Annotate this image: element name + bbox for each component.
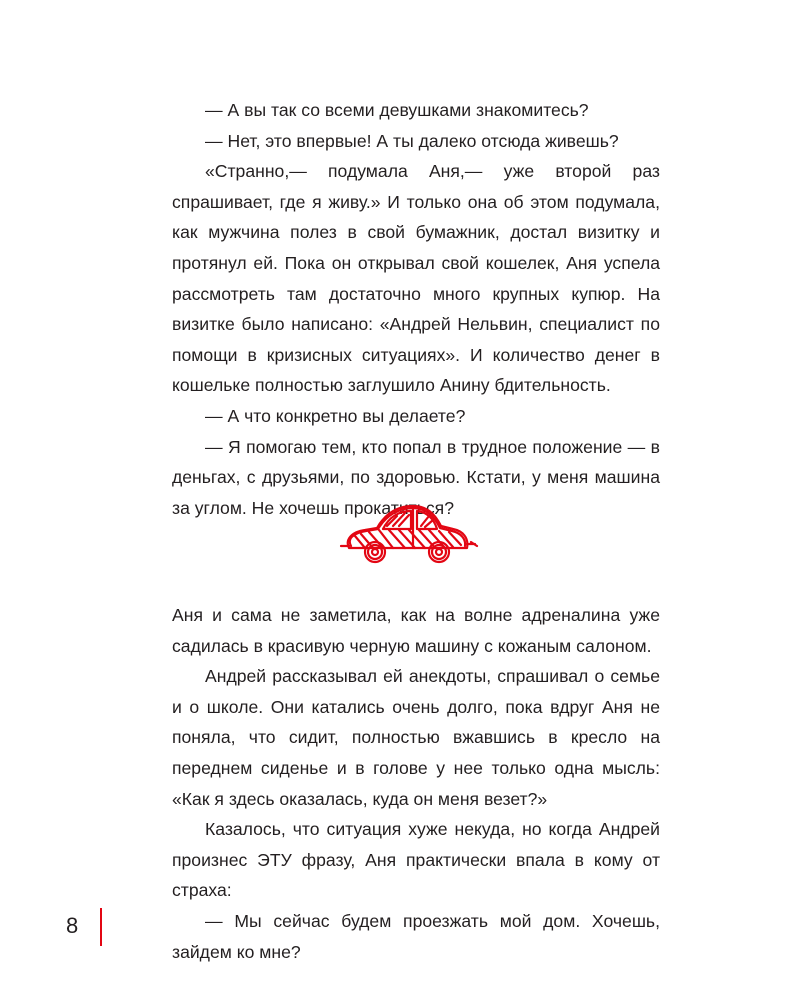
page-number-divider [100,908,102,946]
paragraph: Аня и сама не заметила, как на волне адреналина уже садилась в красивую черную машину с кожаным салоном. [172,605,660,656]
text-block-top [172,95,660,523]
page-number: 8 [66,913,79,938]
text-block-bottom [172,600,660,967]
paragraph: Андрей рассказывал ей анекдоты, спрашивал о семье и о школе. Они катались очень долго, пока вдруг Аня не поняла, что сидит, полностью вжавшись в кресло на переднем сиденье и в голове у нее только одна мысль: «Как я здесь оказалась, куда он меня везет?» [172,666,660,809]
paragraph: Казалось, что ситуация хуже некуда, но когда Андрей произнес ЭТУ фразу, Аня практически впала в кому от страха: [172,819,660,901]
red-car-icon [335,496,481,574]
paragraph: — А вы так со всеми девушками знакомитесь? [205,100,589,120]
paragraph: — Нет, это впервые! А ты далеко отсюда живешь? [205,130,619,151]
paragraph: — А что конкретно вы делаете? [205,405,466,426]
paragraph: «Странно,— подумала Аня,— уже второй раз спрашивает, где я живу.» И только она об этом подумала, как мужчина полез в свой бумажник, достал визитку и протянул ей. Пока он открывал свой кошелек, Аня успела рассмотреть там достаточно много крупных купюр. На визитке было написано: «Андрей Нельвин, специалист по помощи в кризисных ситуациях». И количество денег в кошельке полностью заглушило Анину бдительность. [172,161,660,396]
paragraph: — Я помогаю тем, кто попал в трудное положение — в деньгах, с друзьями, по здоровью. Кстати, у меня машина за углом. Не хочешь прокатиться? [172,436,660,518]
paragraph: — Мы сейчас будем проезжать мой дом. Хочешь, зайдем ко мне? [172,910,660,962]
